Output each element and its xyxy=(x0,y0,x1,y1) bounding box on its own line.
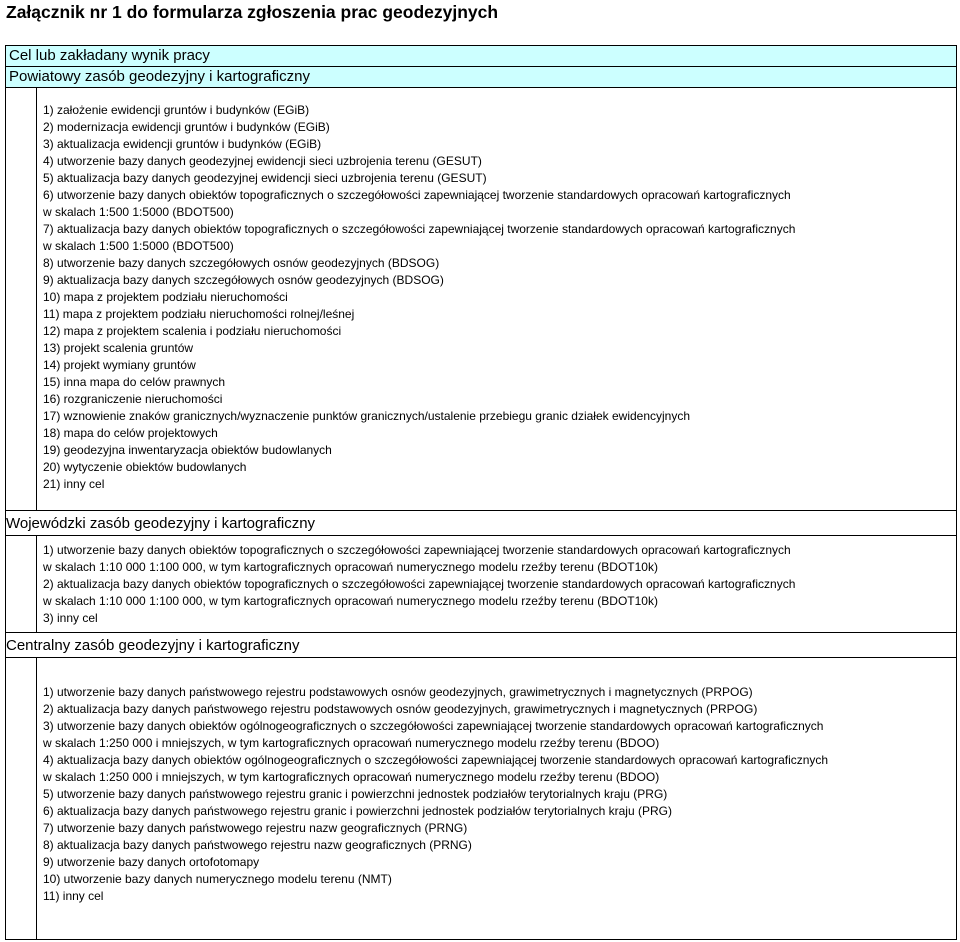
list-item: 16) rozgraniczenie nieruchomości xyxy=(43,392,223,406)
divider-centralny-bottom xyxy=(5,657,957,658)
list-item: w skalach 1:10 000 1:100 000, w tym kartograficznych opracowań numerycznego modelu rzeźby terenu (BDOT10k) xyxy=(43,560,658,574)
page-title: Załącznik nr 1 do formularza zgłoszenia prac geodezyjnych xyxy=(6,2,499,22)
list-item: 9) utworzenie bazy danych ortofotomapy xyxy=(43,855,260,869)
list-item: 7) utworzenie bazy danych państwowego rejestru nazw geograficznych (PRNG) xyxy=(43,821,468,835)
list-item: 8) utworzenie bazy danych szczegółowych osnów geodezyjnych (BDSOG) xyxy=(43,256,440,270)
list-item: 1) utworzenie bazy danych obiektów topograficznych o szczegółowości zapewniającej tworzenie standardowych opracowań kartograficznych xyxy=(43,543,791,557)
section-header-powiatowy: Powiatowy zasób geodezyjny i kartograficzny xyxy=(5,66,957,88)
list-item: 6) utworzenie bazy danych obiektów topograficznych o szczegółowości zapewniającej tworzenie standardowych opracowań kartograficznych xyxy=(43,188,791,202)
list-item: 4) utworzenie bazy danych geodezyjnej ewidencji sieci uzbrojenia terenu (GESUT) xyxy=(43,154,482,168)
divider-wojewodzki-bottom xyxy=(5,535,957,536)
list-item: 12) mapa z projektem scalenia i podziału nieruchomości xyxy=(43,324,342,338)
list-item: w skalach 1:10 000 1:100 000, w tym kartograficznych opracowań numerycznego modelu rzeźby terenu (BDOT10k) xyxy=(43,594,658,608)
list-item: 15) inna mapa do celów prawnych xyxy=(43,375,226,389)
list-item: 9) aktualizacja bazy danych szczegółowych osnów geodezyjnych (BDSOG) xyxy=(43,273,444,287)
list-item: 2) aktualizacja bazy danych obiektów topograficznych o szczegółowości zapewniającej tworzenie standardowych opracowań kartograficznych xyxy=(43,577,796,591)
list-item: 11) mapa z projektem podziału nieruchomości rolnej/leśnej xyxy=(43,307,355,321)
list-item: 10) utworzenie bazy danych numerycznego modelu terenu (NMT) xyxy=(43,872,392,886)
divider-centralny xyxy=(5,632,957,633)
list-item: 5) aktualizacja bazy danych geodezyjnej ewidencji sieci uzbrojenia terenu (GESUT) xyxy=(43,171,487,185)
checkbox-gutter-centralny xyxy=(5,657,37,940)
list-item: 2) modernizacja ewidencji gruntów i budynków (EGiB) xyxy=(43,120,330,134)
list-item: 2) aktualizacja bazy danych państwowego rejestru podstawowych osnów geodezyjnych, grawimetrycznych i magnetycznych (PRPOG) xyxy=(43,702,758,716)
list-item: 1) utworzenie bazy danych państwowego rejestru podstawowych osnów geodezyjnych, grawimetrycznych i magnetycznych (PRPOG) xyxy=(43,685,753,699)
list-item: 3) inny cel xyxy=(43,611,98,625)
list-item: 8) aktualizacja bazy danych państwowego rejestru nazw geograficznych (PRNG) xyxy=(43,838,472,852)
list-item: 3) utworzenie bazy danych obiektów ogólnogeograficznych o szczegółowości zapewniającej tworzenie standardowych opracowań kartograficznych xyxy=(43,719,824,733)
list-powiatowy xyxy=(43,102,795,493)
list-wojewodzki xyxy=(43,542,795,627)
section-header-wojewodzki: Wojewódzki zasób geodezyjny i kartograficzny xyxy=(6,515,316,532)
list-centralny xyxy=(43,684,828,905)
list-item: 5) utworzenie bazy danych państwowego rejestru granic i powierzchni jednostek podziałów terytorialnych kraju (PRG) xyxy=(43,787,668,801)
list-item: 14) projekt wymiany gruntów xyxy=(43,358,196,372)
section-header-centralny: Centralny zasób geodezyjny i kartograficzny xyxy=(6,637,300,654)
list-item: w skalach 1:500 1:5000 (BDOT500) xyxy=(43,205,234,219)
cel-header: Cel lub zakładany wynik pracy xyxy=(5,45,957,67)
list-item: 1) założenie ewidencji gruntów i budynków (EGiB) xyxy=(43,103,310,117)
list-item: 4) aktualizacja bazy danych obiektów ogólnogeograficznych o szczegółowości zapewniającej tworzenie standardowych opracowań kartograficznych xyxy=(43,753,829,767)
list-item: 17) wznowienie znaków granicznych/wyznaczenie punktów granicznych/ustalenie przebiegu granic działek ewidencyjnych xyxy=(43,409,691,423)
list-item: 10) mapa z projektem podziału nieruchomości xyxy=(43,290,288,304)
list-item: 19) geodezyjna inwentaryzacja obiektów budowlanych xyxy=(43,443,332,457)
list-item: 11) inny cel xyxy=(43,889,104,903)
list-item: 21) inny cel xyxy=(43,477,105,491)
list-item: 20) wytyczenie obiektów budowlanych xyxy=(43,460,247,474)
checkbox-gutter-wojewodzki xyxy=(5,535,37,632)
list-item: w skalach 1:250 000 i mniejszych, w tym kartograficznych opracowań numerycznego modelu rzeźby terenu (BDOO) xyxy=(43,770,660,784)
list-item: 7) aktualizacja bazy danych obiektów topograficznych o szczegółowości zapewniającej tworzenie standardowych opracowań kartograficznych xyxy=(43,222,796,236)
list-item: w skalach 1:250 000 i mniejszych, w tym kartograficznych opracowań numerycznego modelu rzeźby terenu (BDOO) xyxy=(43,736,660,750)
checkbox-gutter-powiatowy xyxy=(5,87,37,510)
divider-wojewodzki xyxy=(5,510,957,511)
list-item: 18) mapa do celów projektowych xyxy=(43,426,218,440)
list-item: w skalach 1:500 1:5000 (BDOT500) xyxy=(43,239,234,253)
list-item: 13) projekt scalenia gruntów xyxy=(43,341,194,355)
list-item: 3) aktualizacja ewidencji gruntów i budynków (EGiB) xyxy=(43,137,322,151)
list-item: 6) aktualizacja bazy danych państwowego rejestru granic i powierzchni jednostek podziałów terytorialnych kraju (PRG) xyxy=(43,804,672,818)
